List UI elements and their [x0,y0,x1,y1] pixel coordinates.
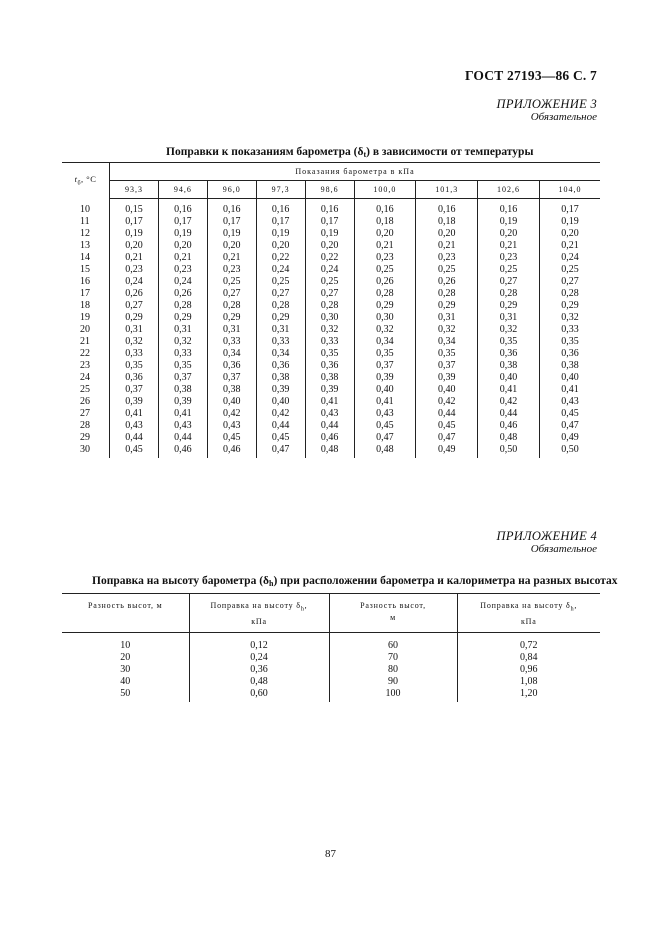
correction-cell: 0,49 [539,432,600,444]
correction-cell: 0,35 [158,360,207,372]
correction-cell: 0,28 [539,288,600,300]
correction-cell: 0,21 [478,240,540,252]
correction-cell: 0,32 [305,324,354,336]
correction-cell: 0,27 [207,288,256,300]
correction-cell: 0,31 [478,312,540,324]
correction-cell: 0,21 [539,240,600,252]
correction-cell: 0,16 [478,199,540,217]
correction-cell: 0,17 [305,216,354,228]
correction-cell: 0,21 [207,252,256,264]
temperature-cell: 21 [80,336,90,347]
correction-cell: 0,24 [539,252,600,264]
height-correction-cell: 1,08 [457,676,600,688]
pressure-column-header: 104,0 [539,181,600,199]
correction-cell: 0,42 [478,396,540,408]
temperature-cell: 25 [80,384,90,395]
correction-cell: 0,25 [305,276,354,288]
correction-cell: 0,42 [207,408,256,420]
correction-cell: 0,24 [305,264,354,276]
height-correction-cell: 0,12 [189,632,329,652]
correction-cell: 0,47 [256,444,305,458]
correction-cell: 0,24 [158,276,207,288]
table-row [62,336,600,348]
pressure-column-header: 101,3 [416,181,478,199]
temperature-cell: 20 [80,324,90,335]
height-difference-cell: 10 [120,639,131,651]
table-row [62,360,600,372]
correction-cell: 0,35 [354,348,416,360]
correction-cell: 0,36 [207,360,256,372]
table-row [62,199,600,217]
correction-cell: 0,20 [416,228,478,240]
correction-cell: 0,35 [539,336,600,348]
table-row [62,444,600,458]
correction-cell: 0,46 [207,444,256,458]
correction-cell: 0,48 [305,444,354,458]
correction-cell: 0,38 [207,384,256,396]
temperature-cell: 10 [80,203,90,215]
height-correction-cell: 0,96 [457,664,600,676]
correction-cell: 0,33 [158,348,207,360]
table-row [62,396,600,408]
correction-cell: 0,20 [110,240,159,252]
correction-cell: 0,28 [158,300,207,312]
correction-cell: 0,23 [354,252,416,264]
height-difference-header-2: Разность высот, м [329,594,457,633]
temperature-cell: 26 [80,396,90,407]
correction-cell: 0,35 [110,360,159,372]
correction-cell: 0,33 [305,336,354,348]
correction-cell: 0,33 [207,336,256,348]
correction-cell: 0,48 [354,444,416,458]
correction-cell: 0,45 [416,420,478,432]
height-difference-cell: 40 [120,675,131,687]
height-difference-cell: 30 [120,663,131,675]
pressure-column-header: 93,3 [110,181,159,199]
pressure-column-header: 98,6 [305,181,354,199]
table-row [62,632,600,652]
pressure-column-header: 96,0 [207,181,256,199]
correction-cell: 0,40 [539,372,600,384]
correction-cell: 0,32 [158,336,207,348]
table-row [62,300,600,312]
correction-cell: 0,19 [478,216,540,228]
temperature-cell: 30 [80,444,90,455]
table-row [62,324,600,336]
height-correction-cell: 1,20 [457,688,600,702]
height-difference-cell: 70 [329,652,457,664]
correction-cell: 0,50 [478,444,540,458]
correction-cell: 0,44 [478,408,540,420]
pressure-column-header: 100,0 [354,181,416,199]
height-difference-cell: 80 [329,664,457,676]
appendix-3-title: ПРИЛОЖЕНИЕ 3 [496,97,597,111]
correction-cell: 0,19 [305,228,354,240]
table-row [62,420,600,432]
correction-cell: 0,43 [207,420,256,432]
correction-cell: 0,39 [354,372,416,384]
correction-cell: 0,35 [305,348,354,360]
table-row [62,264,600,276]
correction-cell: 0,23 [207,264,256,276]
correction-cell: 0,20 [256,240,305,252]
table-row [62,384,600,396]
correction-cell: 0,21 [158,252,207,264]
correction-cell: 0,30 [354,312,416,324]
temperature-cell: 13 [80,240,90,251]
temperature-cell: 18 [80,300,90,311]
correction-cell: 0,32 [478,324,540,336]
correction-cell: 0,20 [305,240,354,252]
correction-cell: 0,16 [158,199,207,217]
correction-cell: 0,41 [305,396,354,408]
correction-cell: 0,44 [256,420,305,432]
correction-cell: 0,25 [478,264,540,276]
correction-cell: 0,43 [305,408,354,420]
correction-cell: 0,20 [478,228,540,240]
correction-cell: 0,43 [158,420,207,432]
correction-cell: 0,33 [256,336,305,348]
correction-cell: 0,50 [539,444,600,458]
appendix-4-status: Обязательное [530,543,597,555]
temperature-cell: 16 [80,276,90,287]
correction-cell: 0,28 [305,300,354,312]
height-correction-cell: 0,36 [189,664,329,676]
correction-cell: 0,26 [354,276,416,288]
table-row [62,240,600,252]
correction-cell: 0,31 [110,324,159,336]
correction-cell: 0,34 [416,336,478,348]
table-row [62,288,600,300]
correction-cell: 0,25 [539,264,600,276]
temperature-cell: 15 [80,264,90,275]
correction-cell: 0,25 [354,264,416,276]
correction-cell: 0,44 [110,432,159,444]
correction-cell: 0,25 [256,276,305,288]
correction-cell: 0,38 [256,372,305,384]
height-difference-cell: 90 [329,676,457,688]
correction-cell: 0,31 [256,324,305,336]
correction-cell: 0,45 [110,444,159,458]
correction-cell: 0,21 [110,252,159,264]
correction-cell: 0,36 [478,348,540,360]
barometer-temperature-table [62,162,600,458]
table-row [62,252,600,264]
correction-cell: 0,37 [110,384,159,396]
correction-cell: 0,27 [305,288,354,300]
height-correction-cell: 0,60 [189,688,329,702]
correction-cell: 0,29 [354,300,416,312]
correction-cell: 0,26 [158,288,207,300]
correction-cell: 0,38 [305,372,354,384]
table-row [62,676,600,688]
correction-cell: 0,16 [207,199,256,217]
table1-caption: Поправки к показаниям барометра $(\delta_t)$ в зависимости от температуры [166,146,534,159]
correction-cell: 0,20 [539,228,600,240]
appendix-3-label [497,98,597,124]
correction-cell: 0,35 [478,336,540,348]
correction-cell: 0,19 [207,228,256,240]
temperature-cell: 29 [80,432,90,443]
correction-cell: 0,39 [158,396,207,408]
correction-cell: 0,28 [207,300,256,312]
correction-cell: 0,22 [305,252,354,264]
height-correction-cell: 0,24 [189,652,329,664]
correction-cell: 0,17 [110,216,159,228]
pressure-column-header: 102,6 [478,181,540,199]
table-row [62,652,600,664]
correction-cell: 0,45 [539,408,600,420]
table-row [62,664,600,676]
correction-cell: 0,29 [256,312,305,324]
correction-cell: 0,34 [354,336,416,348]
height-correction-cell: 0,84 [457,652,600,664]
correction-cell: 0,44 [305,420,354,432]
correction-cell: 0,38 [478,360,540,372]
correction-cell: 0,36 [305,360,354,372]
height-correction-table [62,593,600,702]
table-row [62,228,600,240]
height-difference-cell: 60 [329,632,457,652]
correction-cell: 0,28 [416,288,478,300]
correction-cell: 0,36 [539,348,600,360]
correction-cell: 0,34 [207,348,256,360]
correction-cell: 0,49 [416,444,478,458]
correction-cell: 0,39 [305,384,354,396]
correction-cell: 0,43 [354,408,416,420]
correction-cell: 0,21 [354,240,416,252]
temperature-column-header: $t_б$, °C [62,163,110,199]
correction-cell: 0,27 [478,276,540,288]
correction-cell: 0,41 [539,384,600,396]
temperature-cell: 28 [80,420,90,431]
correction-cell: 0,42 [416,396,478,408]
correction-cell: 0,46 [158,444,207,458]
correction-cell: 0,34 [256,348,305,360]
correction-cell: 0,35 [416,348,478,360]
correction-cell: 0,45 [207,432,256,444]
correction-cell: 0,33 [110,348,159,360]
correction-cell: 0,29 [416,300,478,312]
correction-cell: 0,37 [416,360,478,372]
correction-cell: 0,18 [416,216,478,228]
correction-cell: 0,27 [110,300,159,312]
correction-cell: 0,42 [256,408,305,420]
correction-cell: 0,23 [478,252,540,264]
correction-cell: 0,17 [539,199,600,217]
correction-cell: 0,27 [256,288,305,300]
correction-cell: 0,37 [354,360,416,372]
correction-cell: 0,43 [539,396,600,408]
correction-cell: 0,15 [110,199,159,217]
correction-cell: 0,20 [207,240,256,252]
table-row [62,408,600,420]
correction-cell: 0,36 [110,372,159,384]
correction-cell: 0,29 [207,312,256,324]
correction-cell: 0,44 [158,432,207,444]
correction-cell: 0,28 [478,288,540,300]
correction-cell: 0,46 [305,432,354,444]
correction-cell: 0,16 [416,199,478,217]
correction-cell: 0,19 [110,228,159,240]
correction-cell: 0,40 [207,396,256,408]
correction-cell: 0,39 [416,372,478,384]
table-row [62,372,600,384]
correction-cell: 0,48 [478,432,540,444]
correction-cell: 0,41 [354,396,416,408]
correction-cell: 0,25 [207,276,256,288]
table-row [62,312,600,324]
correction-cell: 0,44 [416,408,478,420]
correction-cell: 0,19 [158,228,207,240]
table-row [62,432,600,444]
table2-caption: Поправка на высоту барометра $(\delta_h)$ при расположении барометра и калориметра на разных высотах [92,575,618,588]
correction-cell: 0,31 [158,324,207,336]
correction-cell: 0,47 [354,432,416,444]
correction-cell: 0,46 [478,420,540,432]
appendix-4-title: ПРИЛОЖЕНИЕ 4 [496,529,597,543]
correction-cell: 0,23 [110,264,159,276]
correction-cell: 0,26 [416,276,478,288]
correction-cell: 0,28 [256,300,305,312]
height-correction-cell: 0,48 [189,676,329,688]
correction-cell: 0,32 [110,336,159,348]
correction-cell: 0,37 [158,372,207,384]
correction-cell: 0,45 [256,432,305,444]
correction-cell: 0,38 [539,360,600,372]
correction-cell: 0,32 [354,324,416,336]
page-number: 87 [325,848,336,860]
barometer-readings-group-header: Показания барометра в кПа [110,163,601,181]
correction-cell: 0,33 [539,324,600,336]
correction-cell: 0,29 [110,312,159,324]
correction-cell: 0,43 [110,420,159,432]
correction-cell: 0,19 [539,216,600,228]
correction-cell: 0,36 [256,360,305,372]
height-correction-header-2: Поправка на высоту $\delta_h$, кПа [457,594,600,633]
temperature-cell: 17 [80,288,90,299]
correction-cell: 0,21 [416,240,478,252]
height-correction-header-1: Поправка на высоту $\delta_h$, кПа [189,594,329,633]
temperature-cell: 11 [80,216,90,227]
correction-cell: 0,47 [539,420,600,432]
correction-cell: 0,22 [256,252,305,264]
correction-cell: 0,47 [416,432,478,444]
height-difference-cell: 50 [120,687,131,699]
correction-cell: 0,38 [158,384,207,396]
correction-cell: 0,40 [354,384,416,396]
correction-cell: 0,41 [478,384,540,396]
document-header: ГОСТ 27193—86 С. 7 [464,68,597,83]
height-correction-cell: 0,72 [457,632,600,652]
correction-cell: 0,23 [416,252,478,264]
correction-cell: 0,20 [354,228,416,240]
temperature-cell: 19 [80,312,90,323]
correction-cell: 0,37 [207,372,256,384]
correction-cell: 0,39 [256,384,305,396]
correction-cell: 0,17 [207,216,256,228]
correction-cell: 0,41 [158,408,207,420]
table-row [62,276,600,288]
temperature-cell: 23 [80,360,90,371]
height-difference-cell: 100 [329,688,457,702]
correction-cell: 0,24 [256,264,305,276]
temperature-cell: 27 [80,408,90,419]
height-difference-cell: 20 [120,651,131,663]
correction-cell: 0,31 [207,324,256,336]
table-row [62,688,600,702]
correction-cell: 0,32 [416,324,478,336]
correction-cell: 0,17 [158,216,207,228]
correction-cell: 0,24 [110,276,159,288]
table-row [62,216,600,228]
temperature-cell: 14 [80,252,90,263]
correction-cell: 0,20 [158,240,207,252]
correction-cell: 0,29 [539,300,600,312]
table-row [62,348,600,360]
height-difference-header-1: Разность высот, м [62,594,189,633]
correction-cell: 0,45 [354,420,416,432]
correction-cell: 0,19 [256,228,305,240]
correction-cell: 0,29 [478,300,540,312]
correction-cell: 0,32 [539,312,600,324]
correction-cell: 0,40 [416,384,478,396]
correction-cell: 0,30 [305,312,354,324]
pressure-column-header: 97,3 [256,181,305,199]
correction-cell: 0,40 [478,372,540,384]
correction-cell: 0,23 [158,264,207,276]
correction-cell: 0,31 [416,312,478,324]
temperature-cell: 22 [80,348,90,359]
correction-cell: 0,29 [158,312,207,324]
correction-cell: 0,17 [256,216,305,228]
correction-cell: 0,28 [354,288,416,300]
correction-cell: 0,16 [256,199,305,217]
correction-cell: 0,26 [110,288,159,300]
correction-cell: 0,40 [256,396,305,408]
temperature-cell: 12 [80,228,90,239]
correction-cell: 0,16 [354,199,416,217]
correction-cell: 0,25 [416,264,478,276]
correction-cell: 0,18 [354,216,416,228]
pressure-column-header: 94,6 [158,181,207,199]
appendix-4-label [497,530,597,556]
temperature-cell: 24 [80,372,90,383]
correction-cell: 0,27 [539,276,600,288]
correction-cell: 0,39 [110,396,159,408]
correction-cell: 0,41 [110,408,159,420]
appendix-3-status: Обязательное [530,111,597,123]
correction-cell: 0,16 [305,199,354,217]
